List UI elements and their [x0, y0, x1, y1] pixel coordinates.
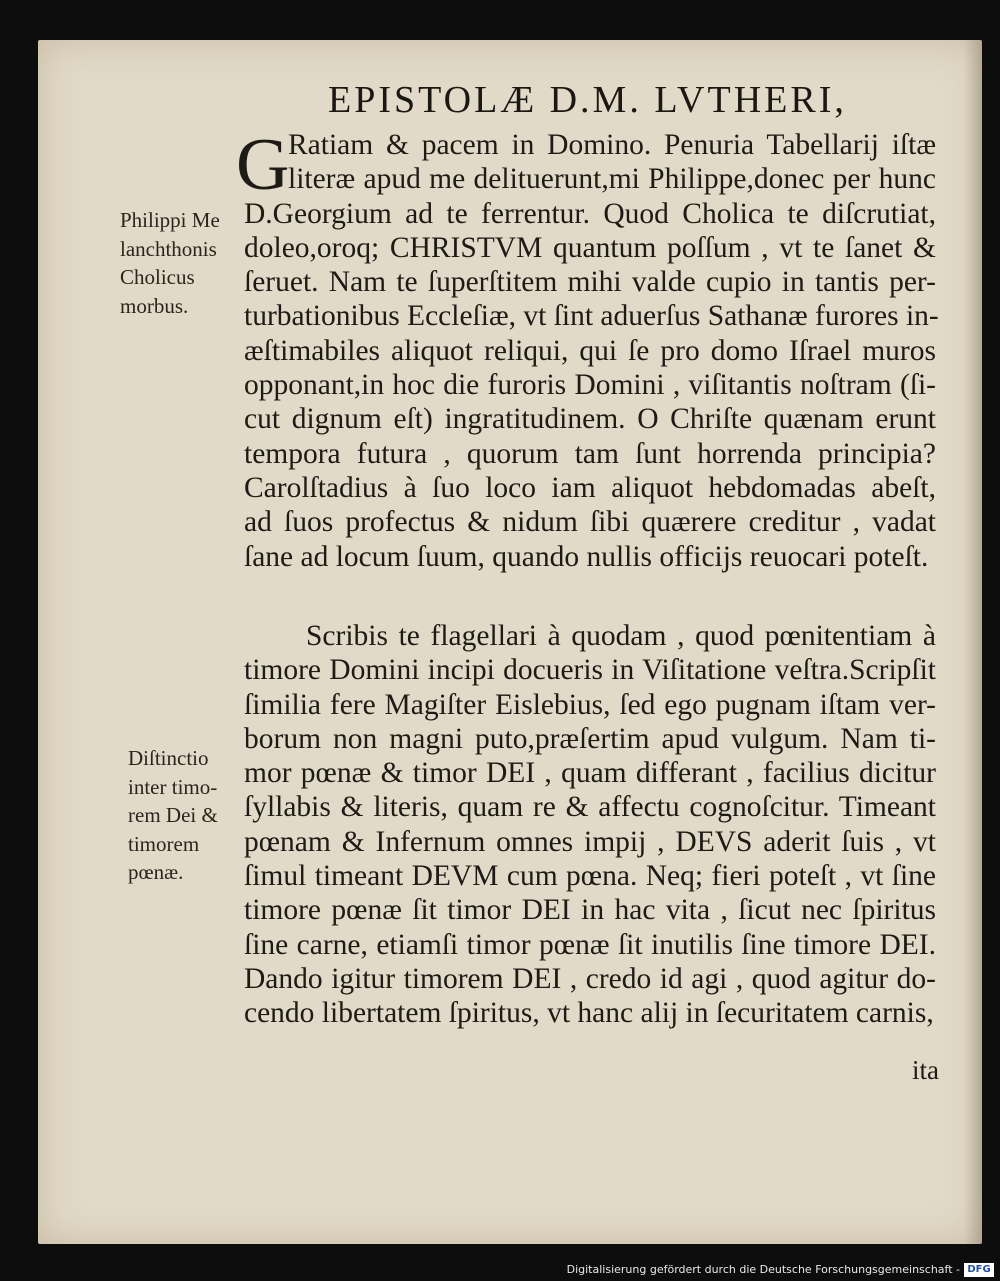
text-line: ſine carne, etiamſi timor pœnæ ſit inutilis ſine timore DEI. — [244, 928, 936, 961]
text-line: opponant,in hoc die furoris Domini , viſitantis noſtram (ſi- — [244, 369, 936, 402]
text-line: Carolſtadius à ſuo loco iam aliquot hebdomadas abeſt, — [244, 471, 936, 504]
marginal-line: Cholicus — [120, 265, 195, 289]
text-line: ſeruet. Nam te ſuperſtitem mihi valde cupio in tantis per- — [244, 266, 936, 299]
text-line: tempora futura , quorum tam ſunt horrenda principia? — [244, 437, 936, 470]
text-line: turbationibus Eccleſiæ, vt ſint aduerſus Sathanæ furores in- — [244, 300, 939, 333]
text-line: Scribis te flagellari à quodam , quod pœnitentiam à — [306, 620, 936, 652]
running-title: EPISTOLÆ D.M. LVTHERI, — [328, 79, 847, 121]
text-line: pœnam & Infernum omnes impij , DEVS aderit ſuis , vt — [244, 825, 936, 858]
drop-cap-initial: G — [236, 124, 290, 206]
marginal-line: rem Dei & — [128, 803, 218, 827]
marginal-line: pœnæ. — [128, 860, 184, 884]
text-line: Dando igitur timorem DEI , credo id agi , quod agitur do- — [244, 962, 936, 995]
text-line: literæ apud me delituerunt,mi Philippe,donec per hunc — [288, 163, 936, 196]
page-edge-shadow — [964, 40, 982, 1244]
paragraph-2 — [244, 619, 936, 1031]
paragraph-1 — [244, 128, 939, 574]
text-line: ſimul timeant DEVM cum pœna. Neq; fieri poteſt , vt ſine — [244, 860, 936, 893]
marginal-line: lanchthonis — [120, 236, 217, 261]
text-line: cendo libertatem ſpiritus, vt hanc alij in ſecuritatem carnis, — [244, 997, 934, 1030]
text-line: ſyllabis & literis, quam re & affectu cognoſcitur. Timeant — [244, 791, 936, 824]
text-line: doleo,oroq; CHRISTVM quantum poſſum , vt te ſanet & — [244, 231, 936, 264]
text-line: ſane ad locum ſuum, quando nullis officijs reuocari poteſt. — [244, 540, 929, 573]
text-line: ſimilia fere Magiſter Eislebius, ſed ego pugnam iſtam ver- — [244, 688, 936, 721]
marginal-line: timorem — [128, 831, 200, 856]
text-line: timore pœnæ ſit timor DEI in hac vita , ſicut nec ſpiritus — [244, 894, 936, 927]
marginal-line: morbus. — [120, 293, 189, 318]
text-line: ad ſuos profectus & nidum ſibi quærere creditur , vadat — [244, 506, 936, 539]
marginal-line: Philippi Me — [120, 208, 220, 232]
text-line: cut dignum eſt) ingratitudinem. O Chriſte quænam erunt — [244, 403, 936, 436]
text-line: Ratiam & pacem in Domino. Penuria Tabellarij iſtæ — [288, 129, 936, 161]
marginal-note-2 — [128, 744, 252, 887]
text-line: timore Domini incipi docueris in Viſitatione veſtra.Scripſit — [244, 654, 936, 687]
footer-credit: Digitalisierung gefördert durch die Deutsche Forschungsgemeinschaft - — [566, 1263, 960, 1276]
text-line: mor pœnæ & timor DEI , quam differant , facilius dicitur — [244, 757, 936, 790]
dfg-logo: DFG — [964, 1263, 994, 1277]
text-line: borum non magni puto,præſertim apud vulgum. Nam ti- — [244, 722, 936, 755]
marginal-note-1 — [120, 206, 244, 320]
marginal-line: Diſtinctio — [128, 746, 209, 770]
catchword: ita — [912, 1055, 939, 1085]
text-line: æſtimabiles aliquot reliqui, qui ſe pro domo Iſrael muros — [244, 334, 936, 367]
text-line: D.Georgium ad te ferrentur. Quod Cholica te diſcrutiat, — [244, 197, 936, 230]
marginal-line: inter timo- — [128, 774, 218, 799]
